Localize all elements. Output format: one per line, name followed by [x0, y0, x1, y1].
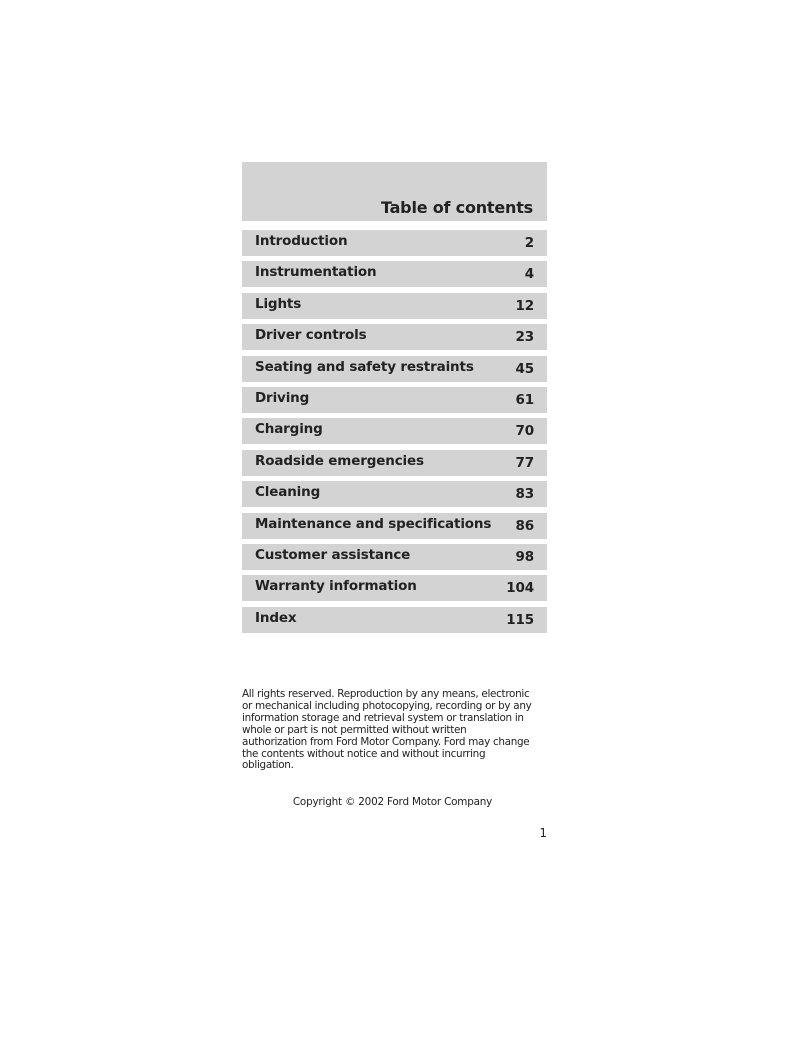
toc-entry[interactable] — [242, 261, 547, 287]
toc-entry-page: 98 — [515, 548, 534, 565]
toc-entry-page: 61 — [515, 391, 534, 408]
toc-entry-page: 83 — [515, 486, 534, 503]
toc-entry-page: 4 — [524, 266, 534, 283]
toc-entry-label: Seating and safety restraints — [255, 358, 474, 375]
toc-entry-label: Driver controls — [255, 327, 367, 344]
toc-entry-page: 2 — [524, 235, 534, 251]
page-number: 1 — [539, 826, 547, 840]
toc-entry[interactable] — [242, 450, 547, 476]
toc-header-band — [242, 162, 547, 221]
toc-entry-page: 115 — [506, 611, 534, 628]
toc-entry-page: 23 — [515, 329, 534, 346]
toc-entry-page: 86 — [515, 517, 534, 534]
toc-entry-page: 77 — [515, 454, 534, 471]
toc-entry-label: Driving — [255, 389, 310, 406]
toc-entry-page: 70 — [515, 423, 534, 440]
toc-entry[interactable] — [242, 513, 547, 539]
toc-entry[interactable] — [242, 544, 547, 570]
toc-entry-label: Roadside emergencies — [255, 452, 424, 469]
toc-entry[interactable] — [242, 607, 547, 633]
toc-entry-label: Index — [255, 609, 297, 626]
toc-list — [242, 230, 547, 638]
legal-notice: All rights reserved. Reproduction by any means, electronic or mechanical including photocopying, recording or by any information storage and retrieval system or translation in whole or part is not permitted without written authorization from Ford Motor Company. Ford may change the contents without notice and without incurring obligation. — [242, 688, 532, 772]
toc-entry-label: Customer assistance — [255, 546, 411, 563]
toc-entry[interactable] — [242, 293, 547, 319]
toc-title: Table of contents — [380, 198, 533, 217]
toc-entry[interactable] — [242, 481, 547, 507]
toc-entry[interactable] — [242, 387, 547, 413]
toc-entry[interactable] — [242, 418, 547, 444]
copyright-notice: Copyright © 2002 Ford Motor Company — [292, 796, 493, 808]
toc-entry-label: Maintenance and specifications — [255, 515, 492, 532]
toc-entry-page: 104 — [506, 580, 534, 597]
toc-entry[interactable] — [242, 356, 547, 382]
toc-entry-page: 12 — [515, 297, 534, 314]
toc-entry[interactable] — [242, 575, 547, 601]
toc-entry-label: Warranty information — [255, 578, 417, 595]
toc-entry-label: Cleaning — [255, 484, 321, 501]
toc-entry-label: Lights — [255, 295, 302, 312]
toc-entry-page: 45 — [515, 360, 534, 377]
toc-entry[interactable] — [242, 230, 547, 256]
toc-entry-label: Instrumentation — [255, 264, 377, 281]
toc-entry-label: Charging — [255, 421, 323, 438]
toc-entry[interactable] — [242, 324, 547, 350]
toc-entry-label: Introduction — [255, 233, 348, 249]
